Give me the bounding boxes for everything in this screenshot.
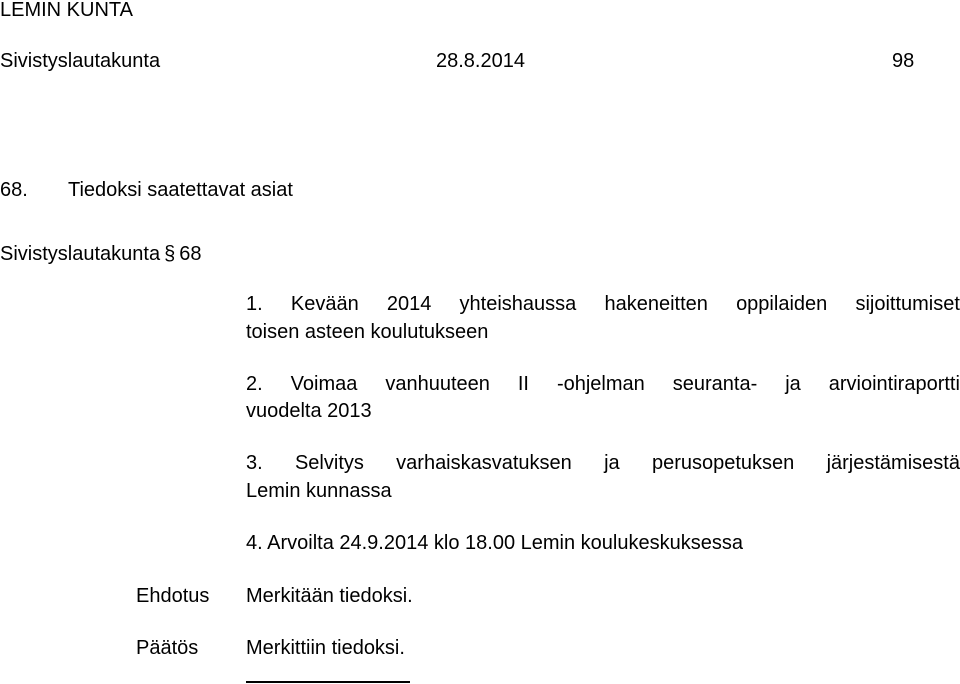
list-item-3-line1: 3. Selvitys varhaiskasvatuksen ja perusopetuksen järjestämisestä bbox=[246, 452, 960, 474]
signature-rule bbox=[246, 681, 410, 683]
decision-text: Merkittiin tiedoksi. bbox=[246, 637, 405, 659]
section-sign-icon: § bbox=[164, 243, 176, 265]
section-number: 68. bbox=[0, 179, 28, 201]
header-board-name: Sivistyslautakunta bbox=[0, 50, 161, 72]
list-item-1-line1: 1. Kevään 2014 yhteishaussa hakeneitten oppilaiden sijoittumiset bbox=[246, 293, 960, 315]
list-item-1-line2: toisen asteen koulutukseen bbox=[246, 321, 489, 343]
decision-label: Päätös bbox=[136, 637, 199, 659]
list-item-2-line2: vuodelta 2013 bbox=[246, 400, 372, 422]
proposal-label: Ehdotus bbox=[136, 585, 210, 607]
page-number: 98 bbox=[892, 50, 915, 72]
header-date: 28.8.2014 bbox=[436, 50, 525, 72]
section-title: Tiedoksi saatettavat asiat bbox=[68, 179, 293, 201]
proposal-text: Merkitään tiedoksi. bbox=[246, 585, 413, 607]
list-item-3-line2: Lemin kunnassa bbox=[246, 480, 392, 502]
list-item-2-line1: 2. Voimaa vanhuuteen II -ohjelman seuranta- ja arviointiraportti bbox=[246, 373, 960, 395]
list-item-4: 4. Arvoilta 24.9.2014 klo 18.00 Lemin koulukeskuksessa bbox=[246, 532, 743, 554]
reference-number: 68 bbox=[179, 243, 202, 265]
section-reference bbox=[0, 242, 201, 266]
reference-board: Sivistyslautakunta bbox=[0, 243, 161, 265]
municipality-name: LEMIN KUNTA bbox=[0, 0, 133, 21]
